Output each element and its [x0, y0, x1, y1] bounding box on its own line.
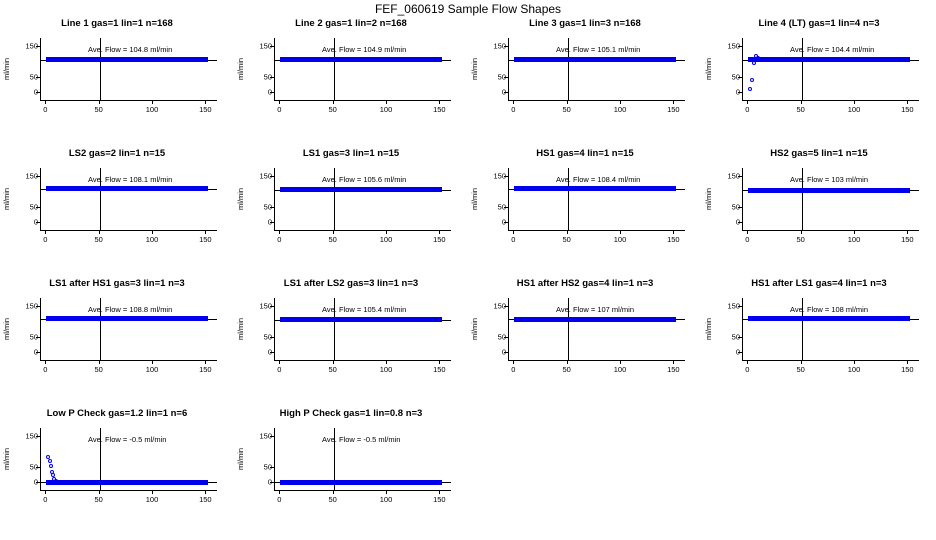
y-axis-label: ml/min [236, 57, 245, 81]
y-tick-label: 150 [727, 301, 740, 311]
x-tick-label: 0 [277, 495, 282, 504]
y-tick-label: 0 [267, 217, 272, 227]
data-series-band [280, 57, 442, 62]
y-tick-group [716, 298, 740, 360]
x-tick-label: 0 [277, 365, 282, 374]
y-axis-label: ml/min [704, 187, 713, 211]
y-tick-label: 150 [259, 171, 272, 181]
panel-title: Line 1 gas=1 lin=1 n=168 [61, 18, 173, 29]
y-tick-label: 50 [497, 332, 506, 342]
chart-panel [0, 146, 234, 274]
panel-title: LS1 after LS2 gas=3 lin=1 n=3 [283, 278, 419, 289]
panel-title: HS1 gas=4 lin=1 n=15 [536, 148, 634, 159]
chart-panel [468, 276, 702, 404]
chart-panel [0, 406, 234, 534]
figure-title: FEF_060619 Sample Flow Shapes [374, 2, 562, 16]
y-tick-label: 0 [267, 477, 272, 487]
y-tick-label: 50 [731, 332, 740, 342]
y-tick-label: 150 [259, 431, 272, 441]
data-series-band [46, 480, 208, 485]
x-tick-label: 150 [433, 235, 446, 244]
y-tick-group [14, 428, 38, 490]
panel-title: High P Check gas=1 lin=0.8 n=3 [279, 408, 423, 419]
y-axis-label: ml/min [2, 187, 11, 211]
x-tick-label: 150 [901, 105, 914, 114]
average-flow-annotation: Ave. Flow = 105.6 ml/min [322, 175, 407, 185]
data-series-band [748, 57, 910, 62]
chart-panel [234, 16, 468, 144]
chart-panel [234, 276, 468, 404]
chart-panel [234, 406, 468, 534]
x-tick-label: 0 [511, 365, 516, 374]
y-tick-label: 150 [727, 171, 740, 181]
y-tick-label: 150 [259, 301, 272, 311]
x-tick-label: 50 [328, 495, 337, 504]
x-tick-label: 100 [379, 105, 393, 114]
panel-title: Line 4 (LT) gas=1 lin=4 n=3 [758, 18, 880, 29]
data-point [54, 479, 58, 483]
panel-title: HS2 gas=5 lin=1 n=15 [770, 148, 868, 159]
x-tick-label: 100 [847, 365, 861, 374]
average-flow-annotation: Ave. Flow = 103 ml/min [790, 175, 869, 185]
x-tick-label: 100 [145, 235, 159, 244]
y-tick-label: 0 [267, 347, 272, 357]
x-tick-label: 100 [847, 235, 861, 244]
x-tick-label: 50 [796, 105, 805, 114]
x-tick-label: 150 [199, 495, 212, 504]
y-axis-label: ml/min [236, 447, 245, 471]
average-flow-annotation: Ave. Flow = 105.1 ml/min [556, 45, 641, 55]
x-tick-label: 150 [199, 105, 212, 114]
x-tick-label: 100 [145, 105, 159, 114]
average-flow-annotation: Ave. Flow = 104.8 ml/min [88, 45, 173, 55]
x-tick-label: 50 [328, 235, 337, 244]
x-tick-label: 100 [379, 365, 393, 374]
x-tick-label: 150 [901, 235, 914, 244]
chart-panel [0, 16, 234, 144]
data-series-band [280, 187, 442, 192]
y-tick-label: 0 [501, 347, 506, 357]
data-series-band [748, 188, 910, 193]
x-tick-label: 50 [94, 495, 103, 504]
x-tick-label: 50 [562, 235, 571, 244]
data-series-band [748, 316, 910, 321]
x-tick-label: 150 [433, 365, 446, 374]
data-point [748, 87, 752, 91]
x-tick-label: 50 [328, 105, 337, 114]
data-point [49, 464, 53, 468]
x-tick-label: 100 [613, 105, 627, 114]
panel-title: LS1 gas=3 lin=1 n=15 [302, 148, 400, 159]
y-tick-group [482, 38, 506, 100]
x-tick-label: 150 [667, 365, 680, 374]
chart-panel [234, 146, 468, 274]
x-tick-label: 0 [43, 105, 48, 114]
y-tick-group [248, 38, 272, 100]
data-series-band [280, 317, 442, 322]
x-tick-label: 50 [94, 235, 103, 244]
x-tick-label: 50 [562, 105, 571, 114]
y-tick-label: 0 [735, 87, 740, 97]
y-tick-label: 150 [493, 301, 506, 311]
y-tick-label: 50 [263, 332, 272, 342]
y-tick-label: 0 [33, 477, 38, 487]
panel-title: Line 3 gas=1 lin=3 n=168 [529, 18, 641, 29]
chart-panel [702, 146, 936, 274]
x-tick-label: 150 [199, 235, 212, 244]
y-tick-label: 0 [33, 87, 38, 97]
average-flow-annotation: Ave. Flow = 108.4 ml/min [556, 175, 641, 185]
x-tick-label: 50 [796, 235, 805, 244]
y-axis-label: ml/min [470, 187, 479, 211]
chart-panel [0, 276, 234, 404]
x-tick-label: 100 [613, 365, 627, 374]
x-tick-label: 100 [379, 495, 393, 504]
x-tick-label: 0 [43, 365, 48, 374]
x-tick-label: 0 [277, 235, 282, 244]
panel-title: LS1 after HS1 gas=3 lin=1 n=3 [49, 278, 185, 289]
y-tick-label: 150 [493, 171, 506, 181]
panel-title: Line 2 gas=1 lin=2 n=168 [295, 18, 407, 29]
average-flow-annotation: Ave. Flow = -0.5 ml/min [88, 435, 167, 445]
average-flow-annotation: Ave. Flow = 108.1 ml/min [88, 175, 173, 185]
x-tick-label: 100 [145, 495, 159, 504]
y-tick-group [14, 168, 38, 230]
data-point [48, 459, 52, 463]
x-tick-label: 0 [745, 235, 750, 244]
y-tick-label: 150 [25, 431, 38, 441]
y-tick-group [482, 298, 506, 360]
average-flow-annotation: Ave. Flow = 107 ml/min [556, 305, 635, 315]
y-axis-label: ml/min [704, 57, 713, 81]
average-flow-annotation: Ave. Flow = 104.9 ml/min [322, 45, 407, 55]
y-tick-group [248, 168, 272, 230]
y-tick-label: 0 [33, 217, 38, 227]
y-tick-group [14, 298, 38, 360]
x-tick-label: 100 [847, 105, 861, 114]
average-flow-annotation: Ave. Flow = 108.8 ml/min [88, 305, 173, 315]
y-axis-label: ml/min [2, 447, 11, 471]
y-axis-label: ml/min [236, 187, 245, 211]
x-tick-label: 150 [199, 365, 212, 374]
x-tick-label: 150 [901, 365, 914, 374]
y-tick-group [482, 168, 506, 230]
panel-title: LS2 gas=2 lin=1 n=15 [68, 148, 166, 159]
y-tick-label: 150 [727, 41, 740, 51]
y-tick-label: 150 [25, 301, 38, 311]
average-flow-annotation: Ave. Flow = 104.4 ml/min [790, 45, 875, 55]
chart-panel [468, 16, 702, 144]
y-tick-group [14, 38, 38, 100]
x-tick-label: 150 [433, 105, 446, 114]
y-tick-label: 150 [25, 41, 38, 51]
x-tick-label: 150 [667, 235, 680, 244]
data-series-band [514, 57, 676, 62]
x-tick-label: 50 [796, 365, 805, 374]
y-tick-label: 0 [735, 347, 740, 357]
y-tick-label: 50 [29, 202, 38, 212]
x-tick-label: 150 [667, 105, 680, 114]
y-tick-label: 0 [501, 87, 506, 97]
y-tick-label: 50 [497, 72, 506, 82]
average-flow-annotation: Ave. Flow = 105.4 ml/min [322, 305, 407, 315]
y-tick-label: 50 [731, 72, 740, 82]
y-tick-label: 0 [33, 347, 38, 357]
data-point [752, 61, 756, 65]
x-tick-label: 0 [745, 105, 750, 114]
y-tick-label: 150 [493, 41, 506, 51]
y-tick-label: 50 [29, 462, 38, 472]
y-tick-label: 50 [497, 202, 506, 212]
y-axis-label: ml/min [236, 317, 245, 341]
average-flow-annotation: Ave. Flow = 108 ml/min [790, 305, 869, 315]
y-axis-label: ml/min [470, 57, 479, 81]
y-tick-label: 0 [735, 217, 740, 227]
x-tick-label: 50 [94, 105, 103, 114]
y-tick-label: 50 [29, 72, 38, 82]
y-tick-group [716, 38, 740, 100]
data-point [750, 78, 754, 82]
data-series-band [46, 57, 208, 62]
x-tick-label: 0 [511, 105, 516, 114]
x-tick-label: 0 [43, 495, 48, 504]
chart-panel [702, 16, 936, 144]
chart-panel [468, 146, 702, 274]
y-tick-label: 50 [263, 462, 272, 472]
x-tick-label: 50 [94, 365, 103, 374]
x-tick-label: 150 [433, 495, 446, 504]
y-tick-group [248, 298, 272, 360]
y-tick-label: 50 [263, 202, 272, 212]
y-tick-label: 150 [25, 171, 38, 181]
average-flow-annotation: Ave. Flow = -0.5 ml/min [322, 435, 401, 445]
panel-title: HS1 after LS1 gas=4 lin=1 n=3 [751, 278, 887, 289]
data-series-band [46, 186, 208, 191]
panel-title: Low P Check gas=1.2 lin=1 n=6 [46, 408, 188, 419]
y-tick-label: 50 [29, 332, 38, 342]
x-tick-label: 0 [43, 235, 48, 244]
data-series-band [514, 317, 676, 322]
y-axis-label: ml/min [2, 57, 11, 81]
panel-title: HS1 after HS2 gas=4 lin=1 n=3 [516, 278, 654, 289]
y-tick-label: 150 [259, 41, 272, 51]
chart-panel [702, 276, 936, 404]
y-axis-label: ml/min [470, 317, 479, 341]
x-tick-label: 0 [745, 365, 750, 374]
x-tick-label: 100 [145, 365, 159, 374]
x-tick-label: 50 [562, 365, 571, 374]
y-tick-label: 0 [267, 87, 272, 97]
data-series-band [280, 480, 442, 485]
y-axis-label: ml/min [704, 317, 713, 341]
x-tick-label: 50 [328, 365, 337, 374]
data-point [756, 56, 760, 60]
y-tick-label: 50 [263, 72, 272, 82]
y-tick-label: 50 [731, 202, 740, 212]
x-tick-label: 100 [613, 235, 627, 244]
y-axis-label: ml/min [2, 317, 11, 341]
y-tick-label: 0 [501, 217, 506, 227]
x-tick-label: 100 [379, 235, 393, 244]
x-tick-label: 0 [511, 235, 516, 244]
y-tick-group [248, 428, 272, 490]
x-tick-label: 0 [277, 105, 282, 114]
data-series-band [514, 186, 676, 191]
data-point [46, 455, 50, 459]
data-series-band [46, 316, 208, 321]
y-tick-group [716, 168, 740, 230]
